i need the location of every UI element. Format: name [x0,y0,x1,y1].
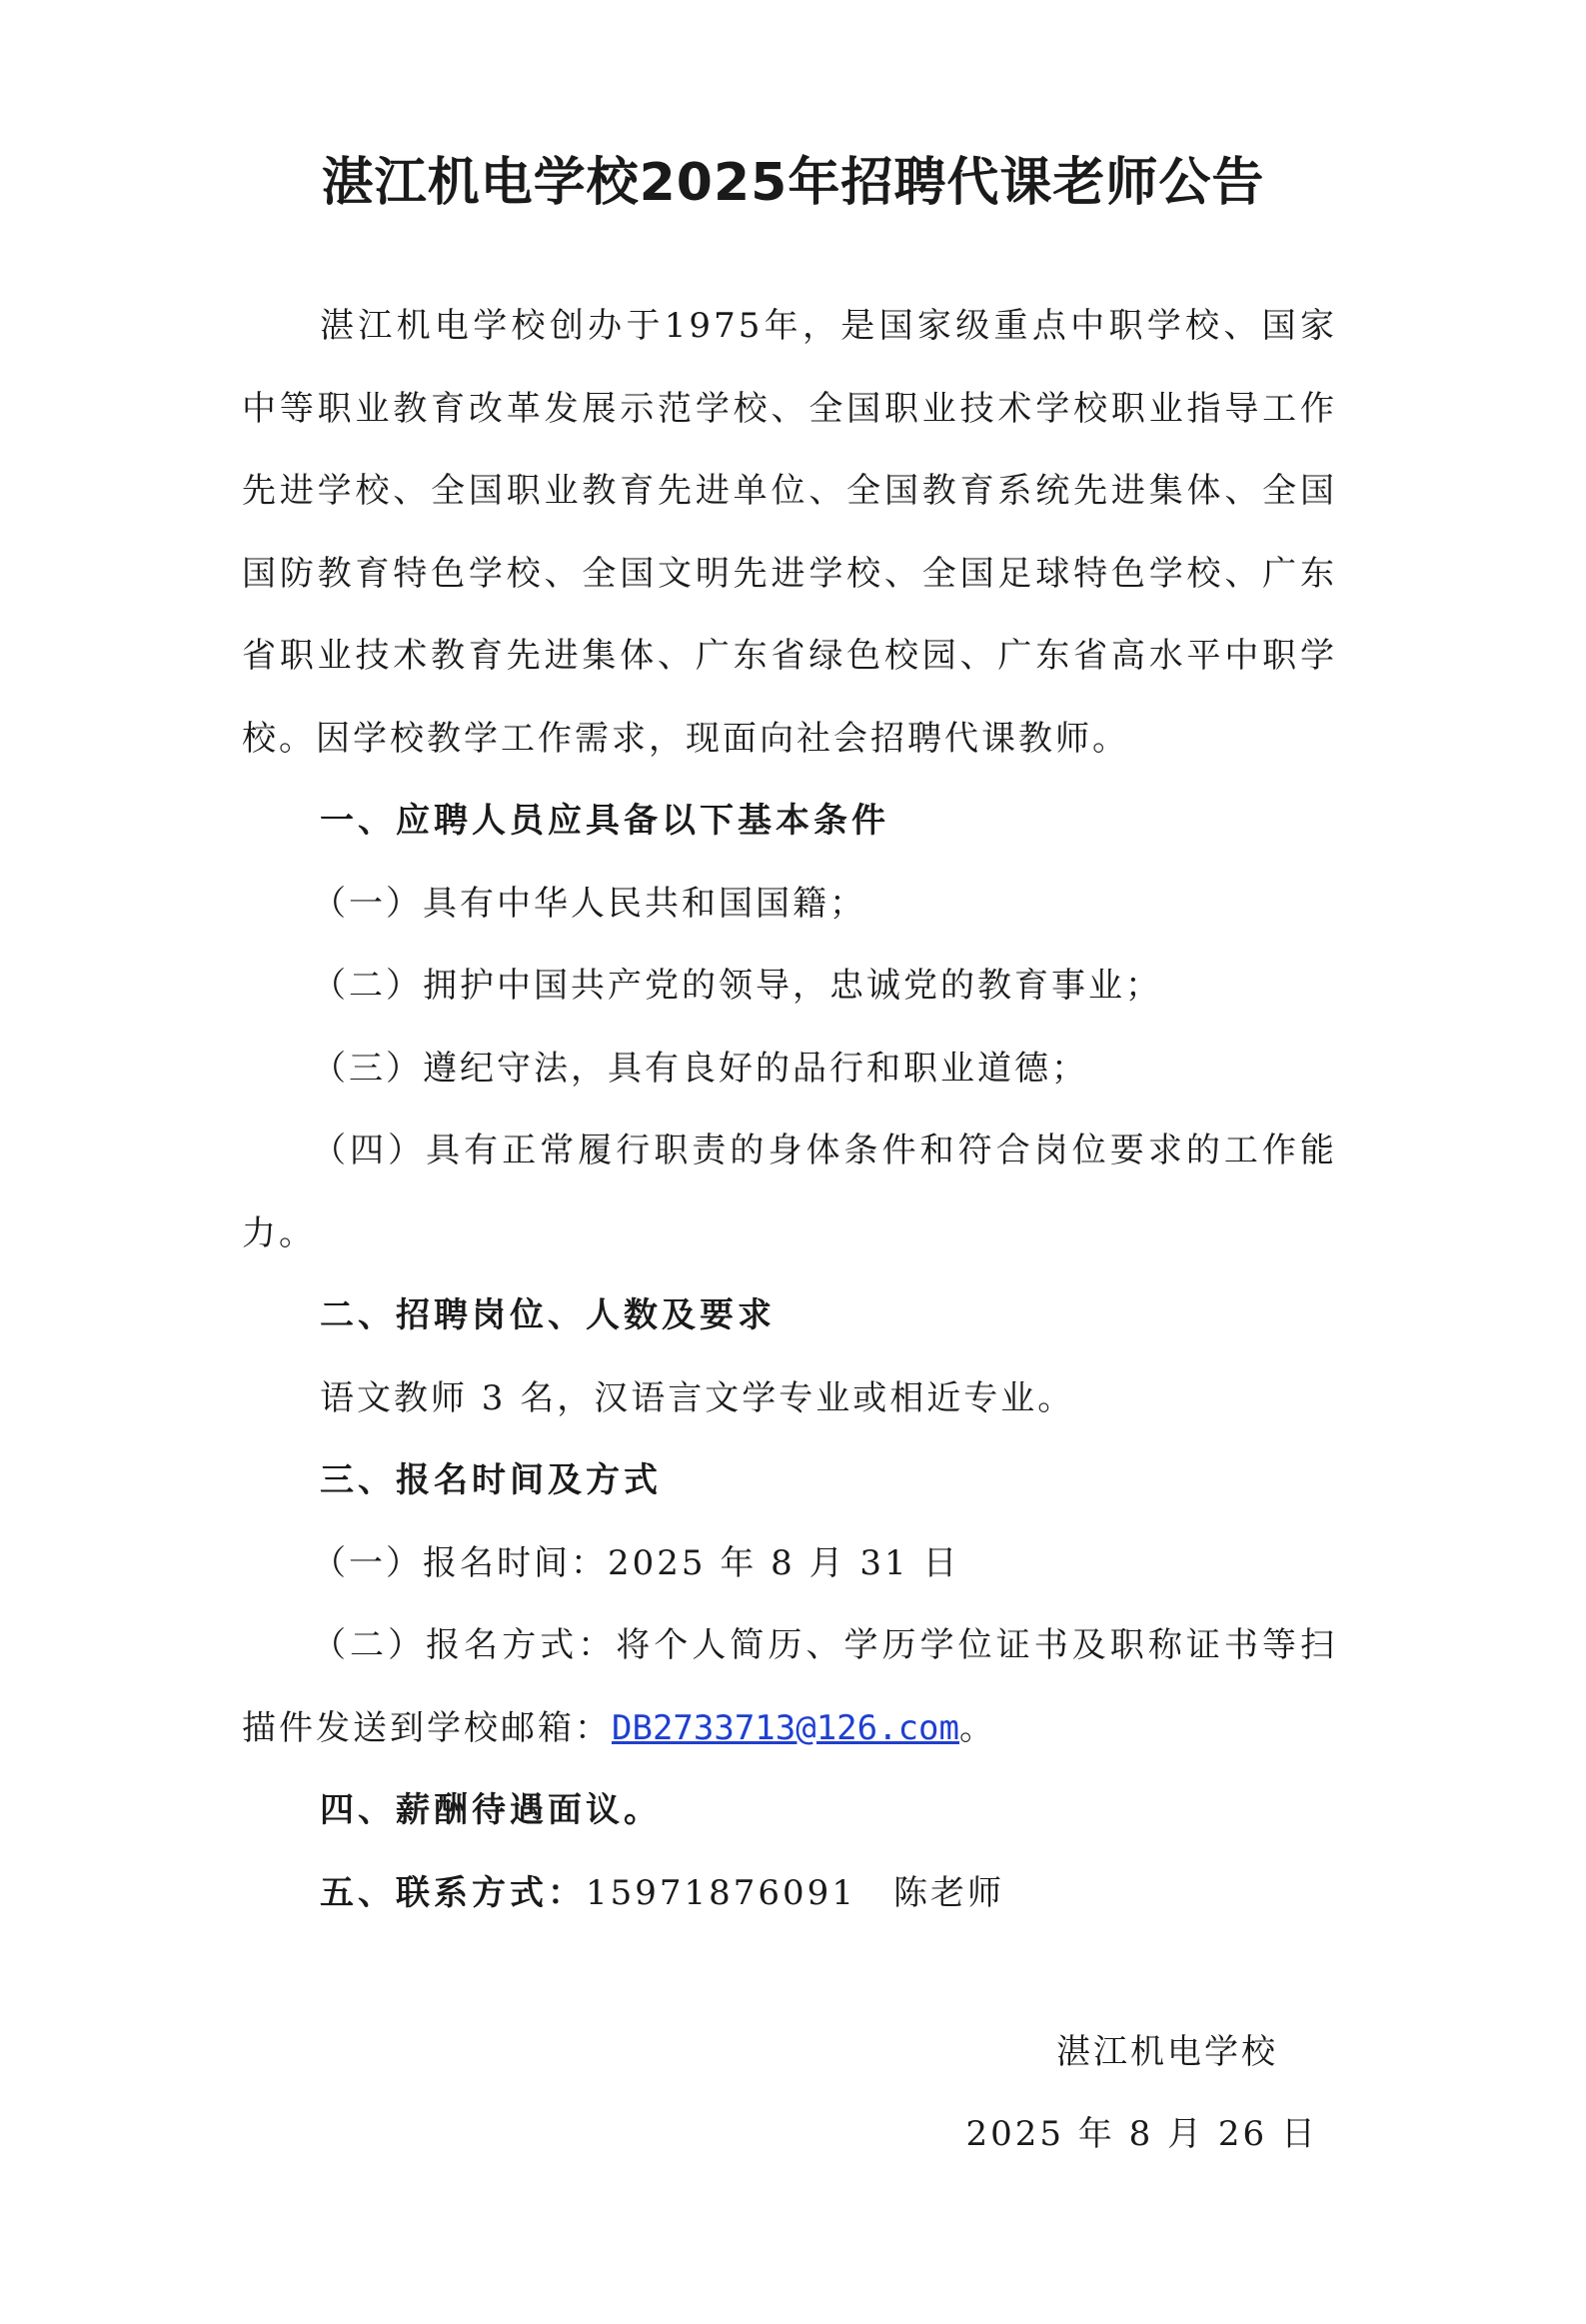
signature-date: 2025 年 8 月 26 日 [965,2114,1318,2154]
section-2-heading: 二、招聘岗位、人数及要求 [320,1295,776,1335]
registration-method [242,1604,1337,1769]
contact-info: 15971876091 陈老师 [586,1872,1004,1913]
intro-paragraph: 湛江机电学校创办于1975年，是国家级重点中职学校、国家中等职业教育改革发展示范学校、全国职业技术学校职业指导工作先进学校、全国职业教育先进单位、全国教育系统先进集体、全国国防教育特色学校、全国文明先进学校、全国足球特色学校、广东省职业技术教育先进集体、广东省绿色校园、广东省高水平中职学校。因学校教学工作需求，现面向社会招聘代课教师。 [242,306,1337,759]
section-1-heading: 一、应聘人员应具备以下基本条件 [320,801,889,841]
requirement-item-3: （三）遵纪守法，具有良好的品行和职业道德； [312,1048,1088,1089]
registration-method-text: （二）报名方式：将个人简历、学历学位证书及职称证书等扫描件发送到学校邮箱： [242,1625,1337,1748]
contact-label: 五、联系方式： [320,1872,586,1913]
section-4-heading: 四、薪酬待遇面议。 [320,1790,662,1830]
registration-time: （一）报名时间：2025 年 8 月 31 日 [312,1542,960,1583]
signature-organization: 湛江机电学校 [1056,2032,1278,2072]
requirement-item-2: （二）拥护中国共产党的领导，忠诚党的教育事业； [312,966,1162,1006]
document-body [242,285,1337,1934]
requirement-item-1: （一）具有中华人民共和国国籍； [312,883,866,924]
section-3-heading: 三、报名时间及方式 [320,1460,662,1500]
document-title: 湛江机电学校2025年招聘代课老师公告 [321,153,1265,213]
position-details: 语文教师 3 名，汉语言文学专业或相近专业。 [320,1377,1075,1418]
requirement-item-4: （四）具有正常履行职责的身体条件和符合岗位要求的工作能力。 [242,1131,1337,1253]
school-email-link[interactable]: DB2733713@126.com [612,1707,959,1748]
registration-method-end: 。 [959,1707,996,1748]
section-5-heading [242,1852,1337,1935]
